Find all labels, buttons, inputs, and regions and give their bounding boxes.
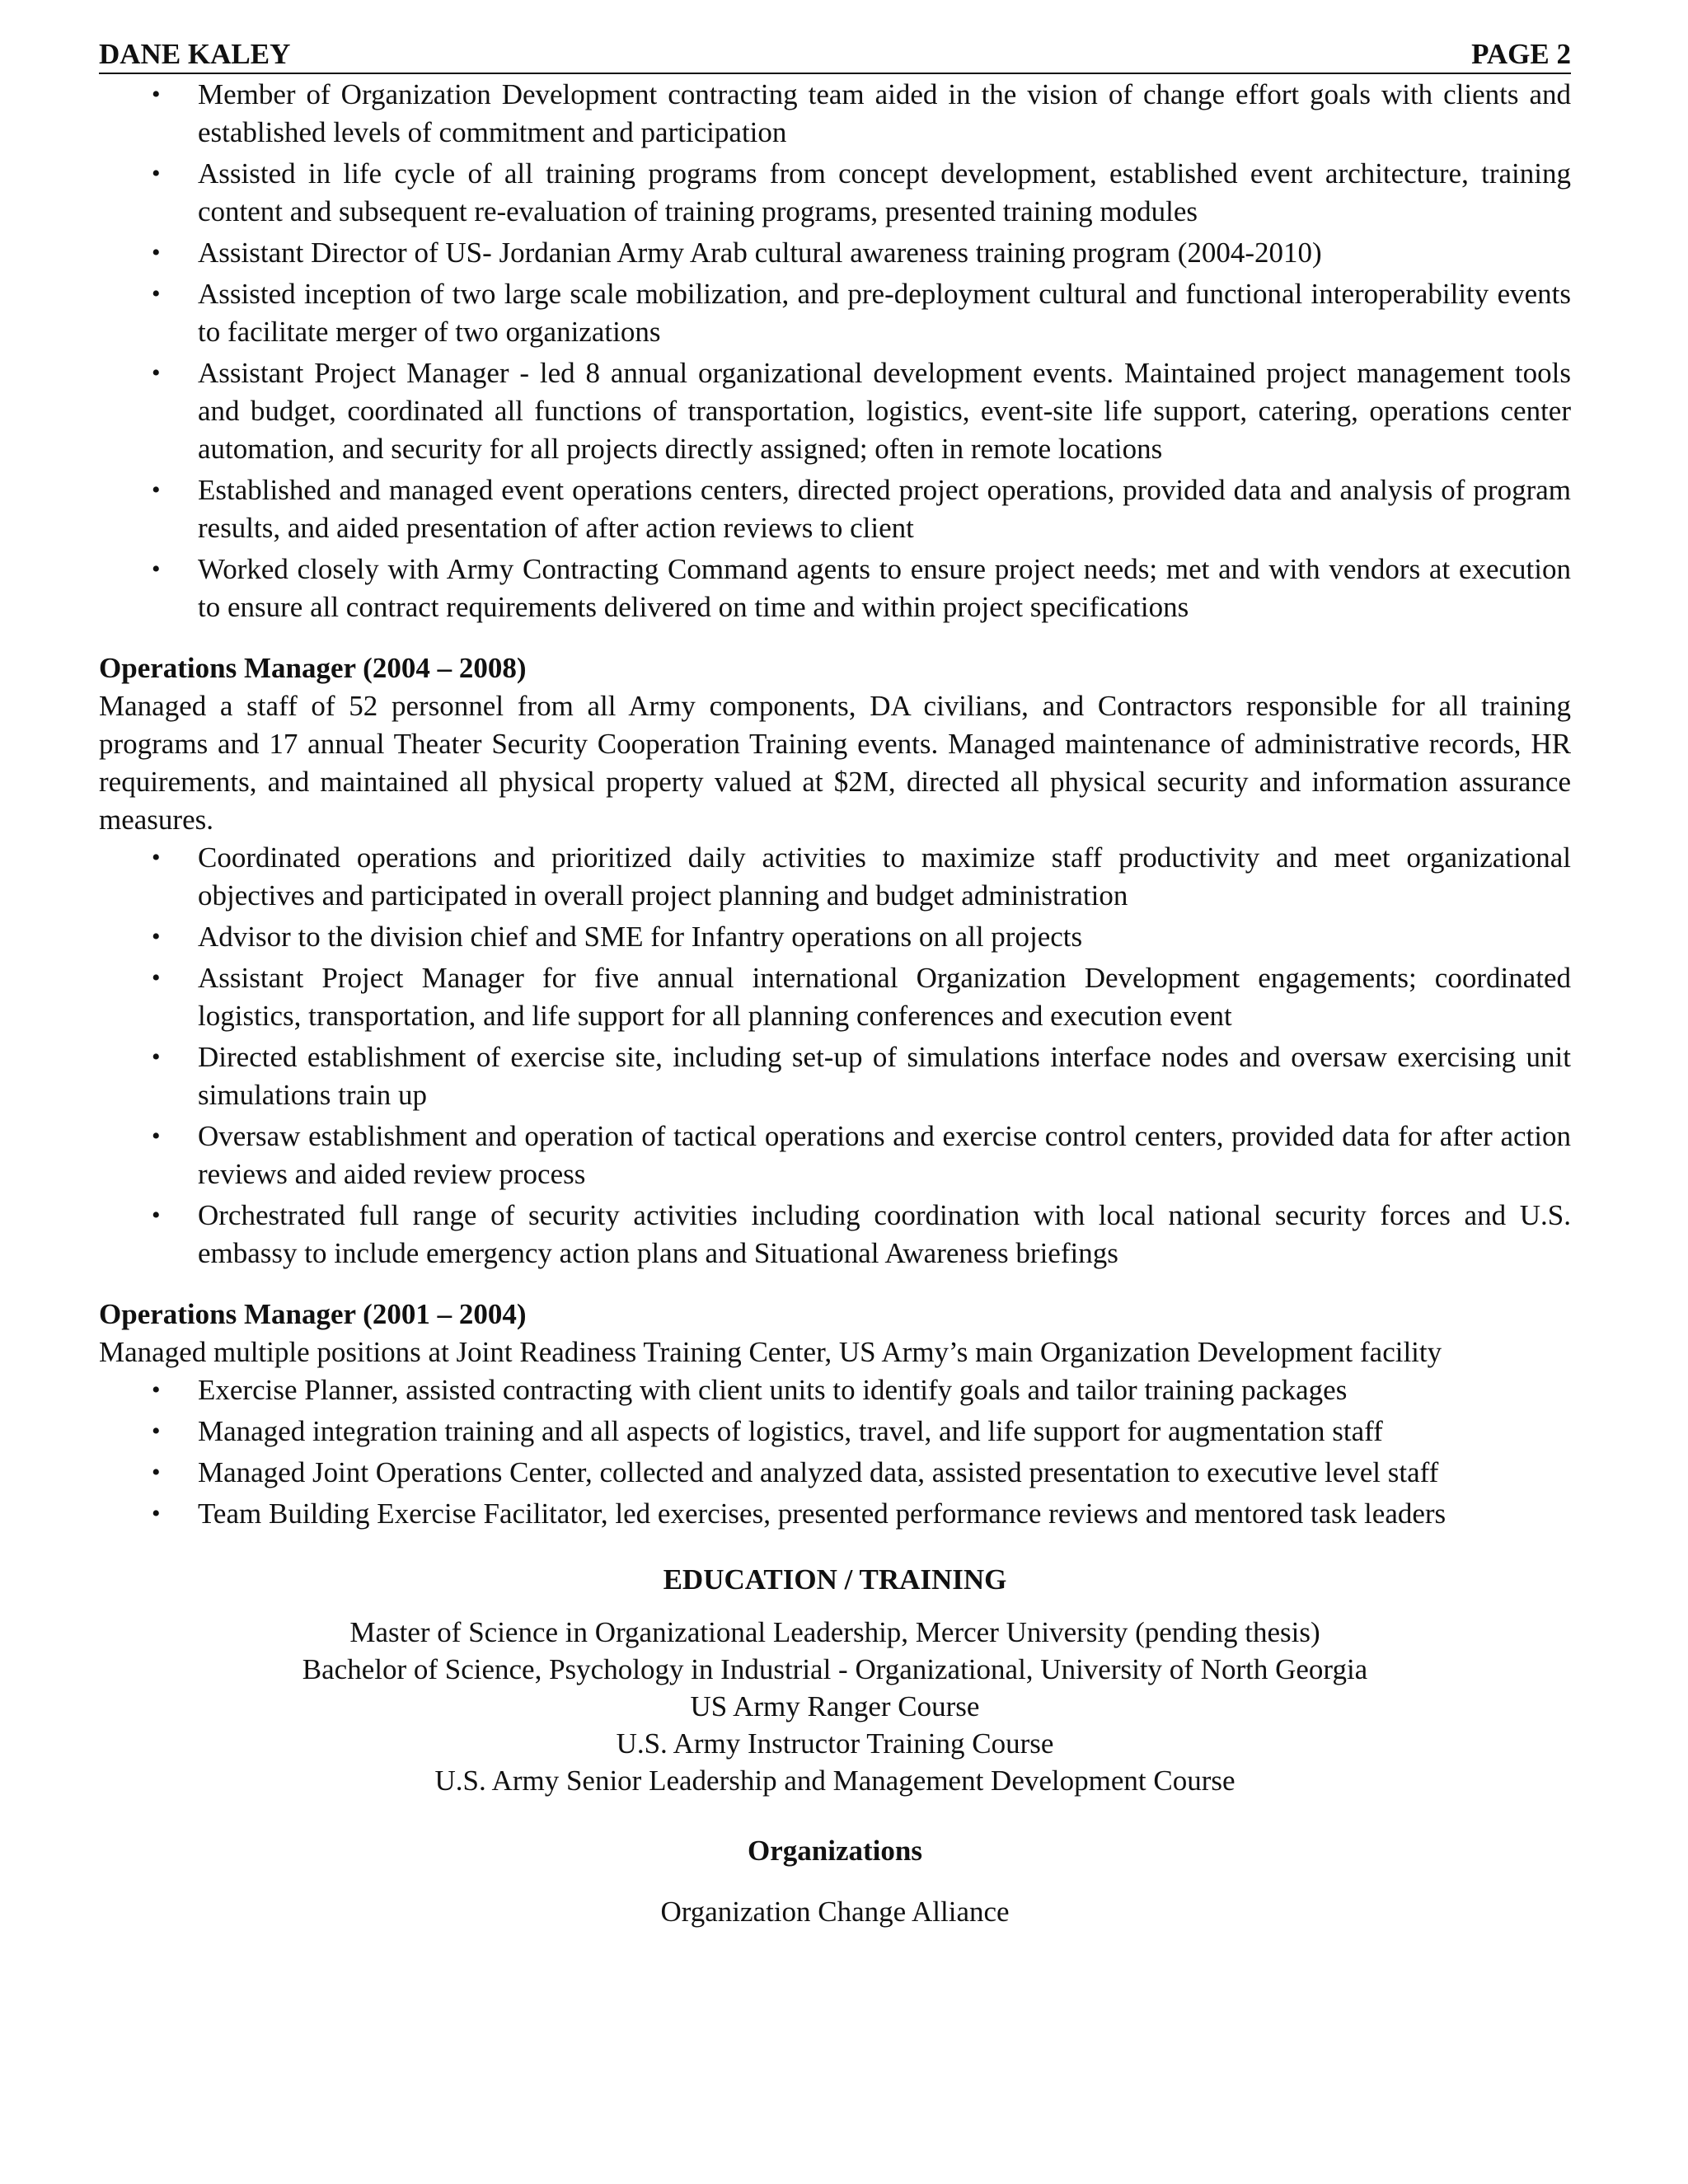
list-item: • Team Building Exercise Facilitator, led exercises, presented performance reviews and mentored task leaders [99,1495,1571,1533]
list-item: U.S. Army Instructor Training Course [616,1727,1054,1760]
page-number: PAGE 2 [1471,38,1571,70]
bullet-icon: • [152,1376,161,1404]
candidate-name: DANE KALEY [99,38,291,70]
list-item: • Assistant Project Manager - led 8 annual organizational development events. Maintained project management tools and budget, coordinated all functions of transportation, logistics, event-site life support, catering, operations center automation, and security for all projects directly assigned; often in remote locations [99,354,1571,468]
job-bullet-list-2001-2004 [99,1371,1571,1533]
page-header [99,36,1571,74]
list-item: • Coordinated operations and prioritized daily activities to maximize staff productivity and meet organizational objectives and participated in overall project planning and budget administration [99,839,1571,915]
bullet-icon: • [152,1418,161,1445]
bullet-icon: • [152,1043,161,1071]
bullet-icon: • [152,239,161,266]
education-list [99,1614,1571,1799]
list-item: Bachelor of Science, Psychology in Industrial - Organizational, University of North Georgia [302,1653,1368,1685]
job-summary-2004-2008: Managed a staff of 52 personnel from all Army components, DA civilians, and Contractors responsible for all training programs and 17 annual Theater Security Cooperation Training events. Managed maintenance of administrative records, HR requirements, and maintained all physical property valued at $2M, directed all physical security and information assurance measures. [99,690,1571,836]
bullet-icon: • [152,923,161,950]
organization-item: Organization Change Alliance [660,1896,1010,1928]
bullet-icon: • [152,1202,161,1229]
list-item: • Directed establishment of exercise site, including set-up of simulations interface nodes and oversaw exercising unit simulations train up [99,1038,1571,1114]
organizations-section-title: Organizations [748,1835,922,1867]
list-item: • Oversaw establishment and operation of tactical operations and exercise control centers, provided data for after action reviews and aided review process [99,1118,1571,1193]
list-item: • Assistant Project Manager for five annual international Organization Development engagements; coordinated logistics, transportation, and life support for all planning conferences and execution event [99,959,1571,1035]
list-item: • Managed integration training and all aspects of logistics, travel, and life support for augmentation staff [99,1413,1571,1451]
job-title-2001-2004: Operations Manager (2001 – 2004) [99,1298,527,1330]
list-item: • Established and managed event operations centers, directed project operations, provided data and analysis of program results, and aided presentation of after action reviews to client [99,471,1571,547]
bullet-icon: • [152,964,161,991]
bullet-icon: • [152,1459,161,1486]
bullet-icon: • [152,555,161,583]
bullet-icon: • [152,81,161,108]
job-title-2004-2008: Operations Manager (2004 – 2008) [99,652,527,684]
job-bullet-list-2004-2008 [99,839,1571,1272]
list-item: • Worked closely with Army Contracting Command agents to ensure project needs; met and with vendors at execution to ensure all contract requirements delivered on time and within project specifications [99,551,1571,626]
bullet-icon: • [152,1122,161,1150]
list-item: US Army Ranger Course [690,1690,980,1722]
bullet-icon: • [152,160,161,187]
bullet-icon: • [152,280,161,307]
education-section-title: EDUCATION / TRAINING [663,1563,1007,1596]
list-item: • Assisted inception of two large scale mobilization, and pre-deployment cultural and functional interoperability events to facilitate merger of two organizations [99,275,1571,351]
list-item: • Orchestrated full range of security activities including coordination with local national security forces and U.S. embassy to include emergency action plans and Situational Awareness briefings [99,1197,1571,1272]
list-item: U.S. Army Senior Leadership and Management Development Course [434,1765,1236,1797]
job-summary-2001-2004: Managed multiple positions at Joint Readiness Training Center, US Army’s main Organization Development facility [99,1336,1442,1368]
resume-page [99,36,1571,1931]
bullet-icon: • [152,359,161,387]
list-item: • Advisor to the division chief and SME for Infantry operations on all projects [99,918,1571,956]
list-item: • Member of Organization Development contracting team aided in the vision of change effort goals with clients and established levels of commitment and participation [99,76,1571,152]
list-item: • Assistant Director of US- Jordanian Army Arab cultural awareness training program (2004-2010) [99,234,1571,272]
bullet-icon: • [152,844,161,871]
list-item: • Exercise Planner, assisted contracting with client units to identify goals and tailor training packages [99,1371,1571,1409]
list-item: Master of Science in Organizational Leadership, Mercer University (pending thesis) [349,1616,1320,1648]
list-item: • Assisted in life cycle of all training programs from concept development, established event architecture, training content and subsequent re-evaluation of training programs, presented training modules [99,155,1571,231]
top-bullet-list [99,76,1571,626]
bullet-icon: • [152,476,161,504]
bullet-icon: • [152,1500,161,1527]
list-item: • Managed Joint Operations Center, collected and analyzed data, assisted presentation to executive level staff [99,1454,1571,1492]
